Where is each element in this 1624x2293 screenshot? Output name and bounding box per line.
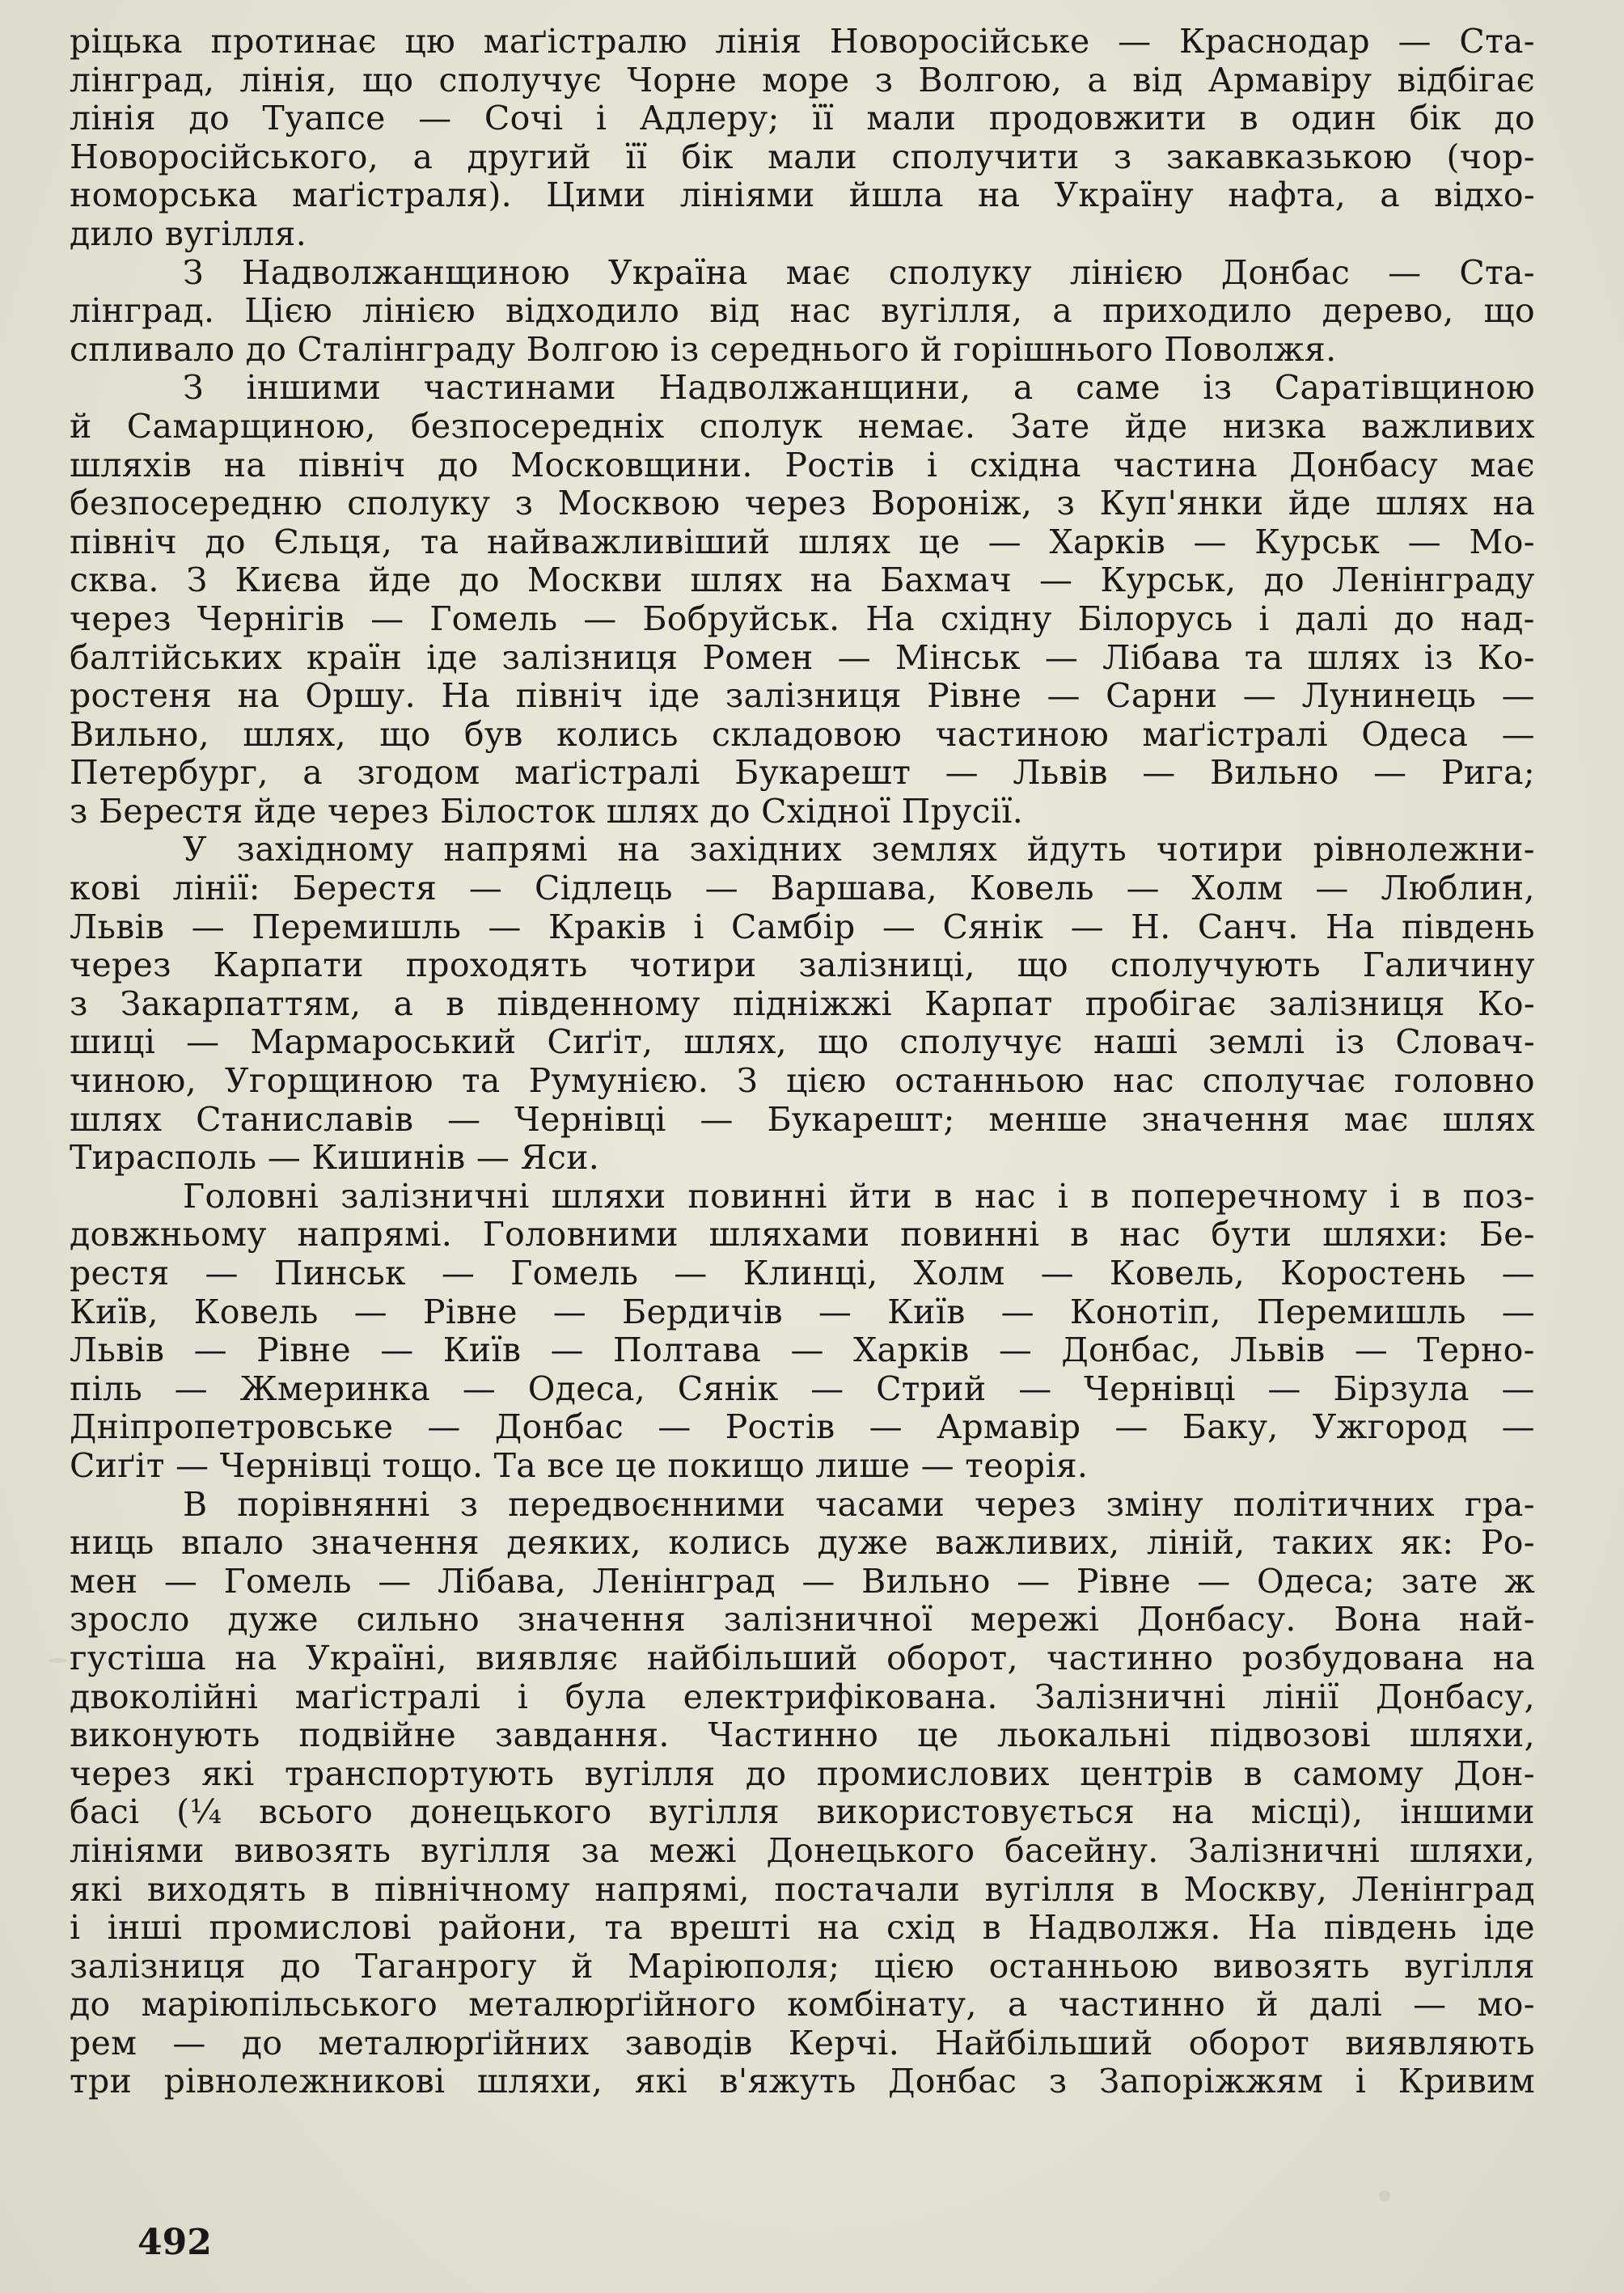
text-line: які виходять в північному напрямі, постачали вугілля в Москву, Ленінград bbox=[70, 1869, 1535, 1909]
text-line: рем — до металюрґійних заводів Керчі. Найбільший оборот виявляють bbox=[70, 2023, 1535, 2062]
text-line: дило вугілля. bbox=[70, 214, 307, 253]
text-line: через Карпати проходять чотири залізниці, що сполучують Галичину bbox=[70, 946, 1535, 985]
text-line: басі (¼ всього донецького вугілля використовується на місці), іншими bbox=[70, 1792, 1535, 1832]
text-line: й Самарщиною, безпосередніх сполук немає. Зате йде низка важливих bbox=[70, 406, 1535, 446]
ink-smudge bbox=[49, 1658, 66, 1663]
page-number: 492 bbox=[137, 2222, 212, 2263]
text-line: Львів — Перемишль — Краків і Самбір — Сянік — Н. Санч. На південь bbox=[70, 907, 1535, 946]
text-line: рестя — Пинськ — Гомель — Клинці, Холм — Ковель, Коростень — bbox=[70, 1254, 1535, 1292]
text-line: довжньому напрямі. Головними шляхами повинні в нас бути шляхи: Бе- bbox=[70, 1215, 1535, 1254]
text-line: ростеня на Оршу. На північ іде залізниця Рівне — Сарни — Лунинець — bbox=[70, 676, 1535, 716]
text-line: кові лінії: Берестя — Сідлець — Варшава, Ковель — Холм — Люблин, bbox=[70, 869, 1535, 908]
text-line: виконують подвійне завдання. Частинно це льокальні підвозові шляхи, bbox=[70, 1716, 1535, 1755]
text-line: сква. З Києва йде до Москви шлях на Бахмач — Курськ, до Ленінграду bbox=[70, 561, 1535, 600]
text-line: лінград. Цією лінією відходило від нас вугілля, а приходило дерево, що bbox=[70, 291, 1535, 331]
text-line: двоколійні маґістралі і була електрифікована. Залізничні лінії Донбасу, bbox=[70, 1677, 1535, 1716]
text-line: У західному напрямі на західних землях йдуть чотири рівнолежни- bbox=[183, 830, 1535, 869]
text-line: лініями вивозять вугілля за межі Донецького басейну. Залізничні шляхи, bbox=[70, 1830, 1535, 1870]
text-line: Новоросійського, а другий її бік мали сполучити з закавказькою (чор- bbox=[70, 137, 1535, 176]
text-line: Дніпропетровське — Донбас — Ростів — Армавір — Баку, Ужгород — bbox=[70, 1407, 1535, 1447]
text-line: Київ, Ковель — Рівне — Бердичів — Київ — Конотіп, Перемишль — bbox=[70, 1292, 1535, 1331]
text-line: залізниця до Таганрогу й Маріюполя; цією останньою вивозять вугілля bbox=[70, 1946, 1535, 1986]
text-line: лінград, лінія, що сполучує Чорне море з Волгою, а від Армавіру відбігає bbox=[70, 60, 1535, 99]
text-line: Головні залізничні шляхи повинні йти в нас і в поперечному і в поз- bbox=[183, 1176, 1535, 1216]
text-line: через які транспортують вугілля до промислових центрів в самому Дон- bbox=[70, 1754, 1535, 1793]
text-line: піль — Жмеринка — Одеса, Сянік — Стрий — Чернівці — Бірзула — bbox=[70, 1369, 1535, 1408]
text-line: зросло дуже сильно значення залізничної мережі Донбасу. Вона най- bbox=[70, 1600, 1535, 1639]
text-line: з Закарпаттям, а в південному підніжжі Карпат пробігає залізниця Ко- bbox=[70, 984, 1535, 1023]
text-line: безпосередню сполуку з Москвою через Вороніж, з Куп'янки йде шлях на bbox=[70, 484, 1535, 523]
text-line: Львів — Рівне — Київ — Полтава — Харків — Донбас, Львів — Терно- bbox=[70, 1331, 1535, 1370]
text-line: ріцька протинає цю маґістралю лінія Новоросійське — Краснодар — Ста- bbox=[70, 22, 1535, 61]
text-line: густіша на Україні, виявляє найбільший оборот, частинно розбудована на bbox=[70, 1638, 1535, 1677]
text-line: шлях Станиславів — Чернівці — Букарешт; менше значення має шлях bbox=[70, 1099, 1535, 1139]
text-line: шиці — Мармароський Сиґіт, шлях, що сполучує наші землі із Словач- bbox=[70, 1022, 1535, 1062]
text-line: і інші промислові райони, та врешті на схід в Надволжя. На південь іде bbox=[70, 1908, 1535, 1948]
text-line: З Надволжанщиною Україна має сполуку лінією Донбас — Ста- bbox=[183, 252, 1535, 292]
text-line: Петербург, а згодом маґістралі Букарешт — Львів — Вильно — Рига; bbox=[70, 753, 1535, 793]
text-line: Сиґіт — Чернівці тощо. Та все це покищо лише — теорія. bbox=[70, 1445, 1089, 1485]
text-line: номорська маґістраля). Цими лініями йшла на Україну нафта, а відхо- bbox=[70, 176, 1535, 215]
body-text bbox=[70, 23, 1535, 2101]
ink-smudge bbox=[1379, 2190, 1390, 2202]
text-line: з Берестя йде через Білосток шлях до Східної Прусії. bbox=[70, 791, 1024, 831]
text-line: Тирасполь — Кишинів — Яси. bbox=[70, 1138, 600, 1178]
text-line: балтійських країн іде залізниця Ромен — Мінськ — Лібава та шлях із Ко- bbox=[70, 637, 1535, 677]
text-line: ниць впало значення деяких, колись дуже важливих, ліній, таких як: Ро- bbox=[70, 1523, 1535, 1563]
text-line: З іншими частинами Надволжанщини, а саме із Саратівщиною bbox=[183, 368, 1535, 408]
text-line: В порівнянні з передвоєнними часами через зміну політичних гра- bbox=[183, 1484, 1535, 1524]
text-line: три рівнолежникові шляхи, які в'яжуть Донбас з Запоріжжям і Кривим bbox=[70, 2062, 1535, 2101]
text-line: через Чернігів — Гомель — Бобруйськ. На східну Білорусь і далі до над- bbox=[70, 599, 1535, 638]
text-line: шляхів на північ до Московщини. Ростів і східна частина Донбасу має bbox=[70, 445, 1535, 484]
text-line: до маріюпільського металюрґійного комбінату, а частинно й далі — мо- bbox=[70, 1985, 1535, 2024]
text-line: чиною, Угорщиною та Румунією. З цією останньою нас сполучає головно bbox=[70, 1061, 1535, 1101]
text-line: північ до Єльця, та найважливіший шлях це — Харків — Курськ — Мо- bbox=[70, 522, 1535, 561]
text-line: мен — Гомель — Лібава, Ленінград — Вильно — Рівне — Одеса; зате ж bbox=[70, 1561, 1535, 1601]
text-line: Вильно, шлях, що був колись складовою частиною маґістралі Одеса — bbox=[70, 714, 1535, 754]
text-line: лінія до Туапсе — Сочі і Адлеру; її мали продовжити в один бік до bbox=[70, 99, 1535, 138]
text-line: спливало до Сталінграду Волгою із середнього й горішнього Поволжя. bbox=[70, 329, 1337, 369]
